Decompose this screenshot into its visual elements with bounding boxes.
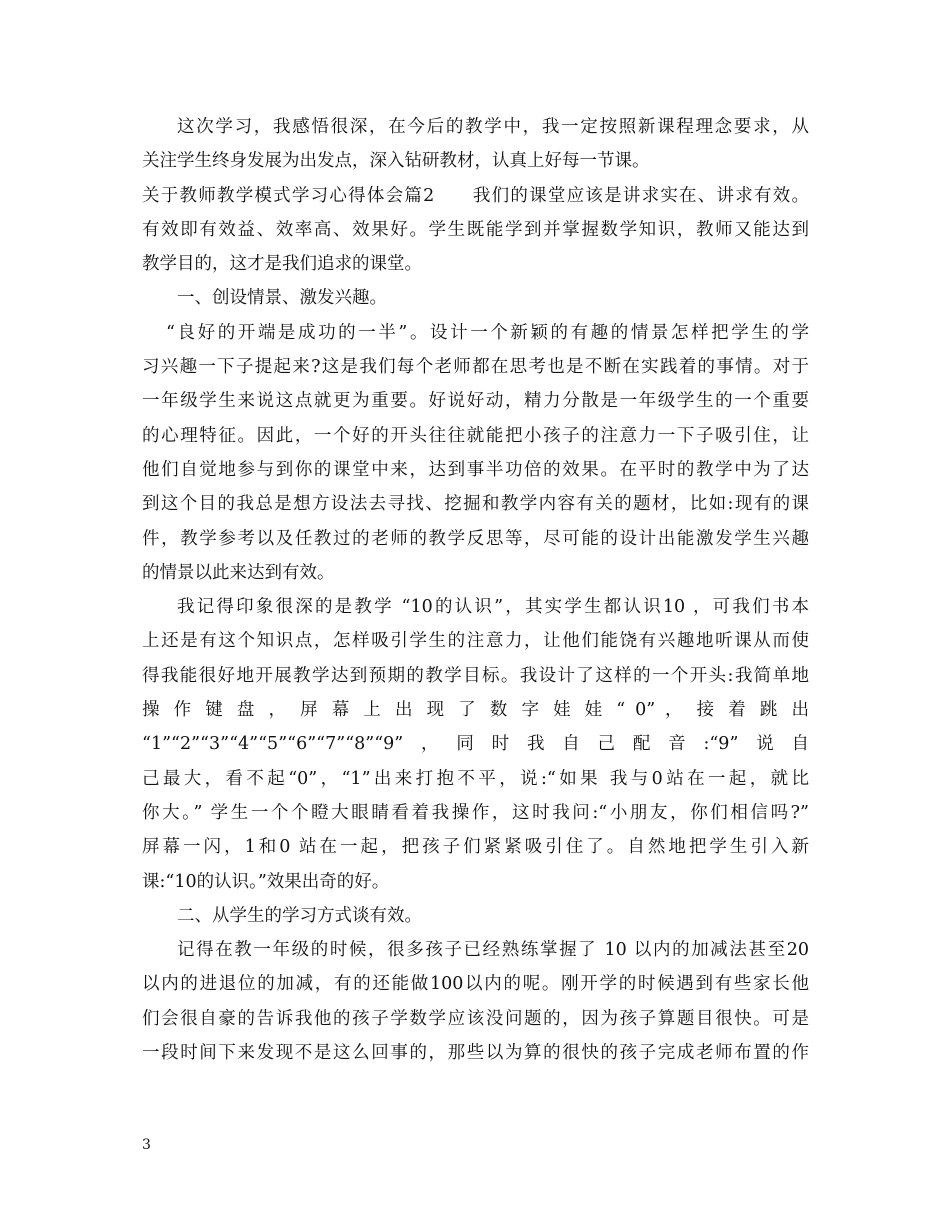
paragraph-line: 课:“10的认识。”效果出奇的好。	[142, 871, 390, 892]
section-heading-line: 关于教师教学模式学习心得体会篇2 我们的课堂应该是讲求实在、讲求有效。	[142, 185, 809, 206]
body-text	[142, 110, 809, 1070]
paragraph-line: 关注学生终身发展为出发点，深入钻研教材，认真上好每一节课。	[142, 151, 650, 172]
paragraph-line: 操 作 键 盘 ， 屏 幕 上 出 现 了 数 字 娃 娃 “ 0” ， 接 着 跳 出	[142, 700, 809, 721]
subheading-line: 二、从学生的学习方式谈有效。	[177, 905, 422, 926]
paragraph-line: 上还是有这个知识点，怎样吸引学生的注意力，让他们能饶有兴趣地听课从而使	[142, 631, 809, 652]
paragraph-line: 以内的进退位的加减，有的还能做100以内的呢。刚开学的时候遇到有些家长他	[142, 974, 809, 995]
paragraph-line: 他们自觉地参与到你的课堂中来，达到事半功倍的效果。在平时的教学中为了达	[142, 459, 809, 480]
paragraph-line: 有效即有效益、效率高、效果好。学生既能学到并掌握数学知识，教师又能达到	[142, 219, 809, 240]
paragraph-line: “良好的开端是成功的一半”。设计一个新颖的有趣的情景怎样把学生的学	[166, 322, 809, 343]
paragraph-line: 的情景以此来达到有效。	[142, 562, 335, 583]
paragraph-line: 己最大，看不起“0”，“1”出来打抱不平，说:“如果 我与0站在一起，就比	[142, 768, 809, 789]
paragraph-line: 你大。” 学生一个个瞪大眼睛看着我操作，这时我问:“小朋友，你们相信吗?”	[142, 802, 809, 823]
paragraph-line: 习兴趣一下子提起来?这是我们每个老师都在思考也是不断在实践着的事情。对于	[142, 357, 809, 378]
paragraph-line: 这次学习，我感悟很深，在今后的教学中，我一定按照新课程理念要求，从	[177, 117, 809, 137]
paragraph-line: 屏幕一闪，1和0 站在一起，把孩子们紧紧吸引住了。自然地把学生引入新	[142, 837, 809, 858]
paragraph-line: 教学目的，这才是我们追求的课堂。	[142, 254, 422, 275]
paragraph-line: 我记得印象很深的是教学 “10的认识”，其实学生都认识10 ，可我们书本	[177, 597, 809, 618]
subheading-line: 一、创设情景、激发兴趣。	[177, 288, 387, 309]
paragraph-line: 一段时间下来发现不是这么回事的，那些以为算的很快的孩子完成老师布置的作	[142, 1043, 809, 1064]
paragraph-line: 记得在教一年级的时候，很多孩子已经熟练掌握了 10 以内的加减法甚至20	[177, 940, 809, 961]
paragraph-line: 件，教学参考以及任教过的老师的教学反思等，尽可能的设计出能激发学生兴趣	[142, 528, 809, 549]
paragraph-line: 一年级学生来说这点就更为重要。好说好动，精力分散是一年级学生的一个重要	[142, 391, 809, 412]
paragraph-line: 的心理特征。因此，一个好的开头往往就能把小孩子的注意力一下子吸引住，让	[142, 425, 809, 446]
paragraph-line: 们会很自豪的告诉我他的孩子学数学应该没问题的，因为孩子算题目很快。可是	[142, 1008, 809, 1029]
paragraph-line: “1”“2”“3”“4”“5”“6”“7”“8”“9”，同时我自己配音:“9”说自	[142, 734, 809, 755]
paragraph-line: 得我能很好地开展教学达到预期的教学目标。我设计了这样的一个开头:我简单地	[142, 665, 809, 686]
page-number: 3	[142, 1137, 151, 1153]
paragraph-line: 到这个目的我总是想方设法去寻找、挖掘和教学内容有关的题材，比如:现有的课	[142, 494, 809, 515]
